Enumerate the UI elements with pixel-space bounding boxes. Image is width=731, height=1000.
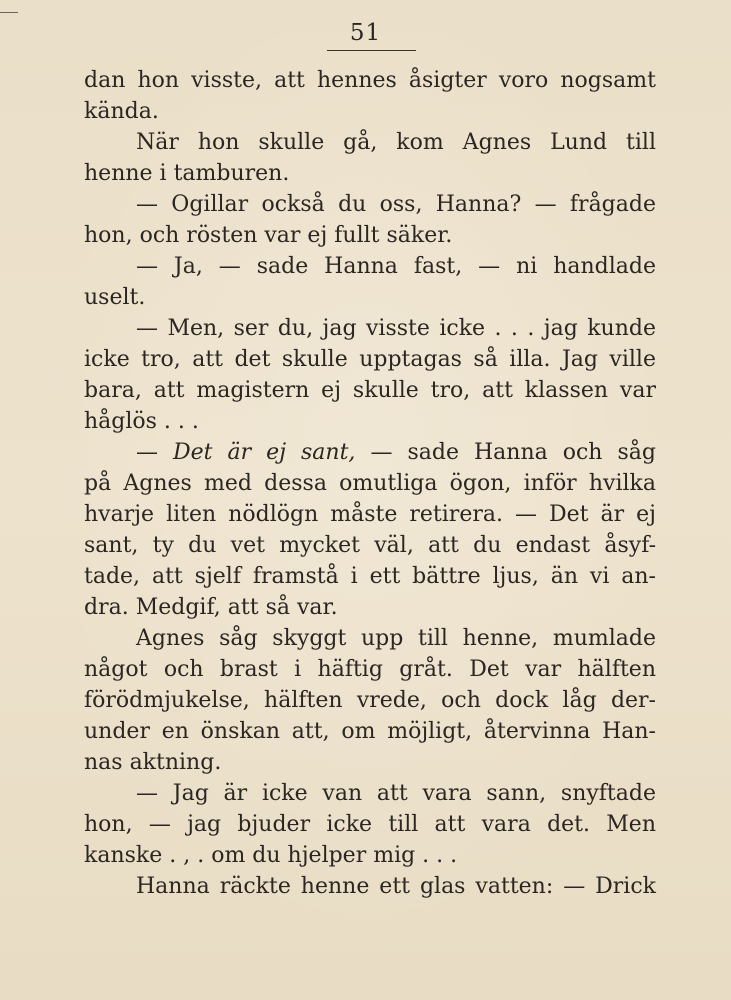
text-line: nas aktning.: [84, 750, 222, 775]
page-edge-mark: [0, 12, 18, 13]
text-line: sant, ty du vet mycket väl, att du endast åsyf-: [84, 533, 656, 558]
text-segment: — sade Hanna och såg: [355, 440, 656, 465]
text-line: När hon skulle gå, kom Agnes Lund till: [136, 130, 656, 155]
italic-text: Det är ej sant,: [173, 440, 356, 465]
text-line: henne i tamburen.: [84, 161, 290, 186]
text-line: kända.: [84, 99, 159, 124]
text-line: uselt.: [84, 285, 146, 310]
text-line: tade, att sjelf framstå i ett bättre ljus, än vi an-: [84, 564, 656, 589]
text-line: förödmjukelse, hälften vrede, och dock låg der-: [84, 688, 656, 713]
text-line: — Ogillar också du oss, Hanna? — frågade: [136, 192, 656, 217]
text-line: under en önskan att, om möjligt, återvinna Han-: [84, 719, 656, 744]
text-line: på Agnes med dessa omutliga ögon, inför hvilka: [84, 471, 656, 496]
text-line: icke tro, att det skulle upptagas så illa. Jag ville: [84, 347, 656, 372]
text-line: — Jag är icke van att vara sann, snyftade: [136, 781, 656, 806]
text-line: — Ja, — sade Hanna fast, — ni handlade: [136, 254, 656, 279]
text-line: — Men, ser du, jag visste icke . . . jag kunde: [136, 316, 656, 341]
text-line: dan hon visste, att hennes åsigter voro nogsamt: [84, 68, 656, 93]
text-line: dra. Medgif, att så var.: [84, 595, 338, 620]
text-line: hon, och rösten var ej fullt säker.: [84, 223, 453, 248]
body-text: [84, 65, 656, 902]
page-number: 51: [349, 20, 382, 46]
text-line: Hanna räckte henne ett glas vatten: — Drick: [136, 874, 656, 899]
text-line: [84, 437, 656, 468]
page-number-rule: [327, 50, 416, 51]
text-segment: —: [136, 440, 174, 465]
text-line: hvarje liten nödlögn måste retirera. — Det är ej: [84, 502, 656, 527]
text-line: något och brast i häftig gråt. Det var hälften: [84, 657, 656, 682]
text-line: Agnes såg skyggt upp till henne, mumlade: [136, 626, 656, 651]
text-line: hon, — jag bjuder icke till att vara det. Men: [84, 812, 656, 837]
text-line: håglös . . .: [84, 409, 199, 434]
text-line: bara, att magistern ej skulle tro, att klassen var: [84, 378, 656, 403]
text-line: kanske . , . om du hjelper mig . . .: [84, 843, 458, 868]
